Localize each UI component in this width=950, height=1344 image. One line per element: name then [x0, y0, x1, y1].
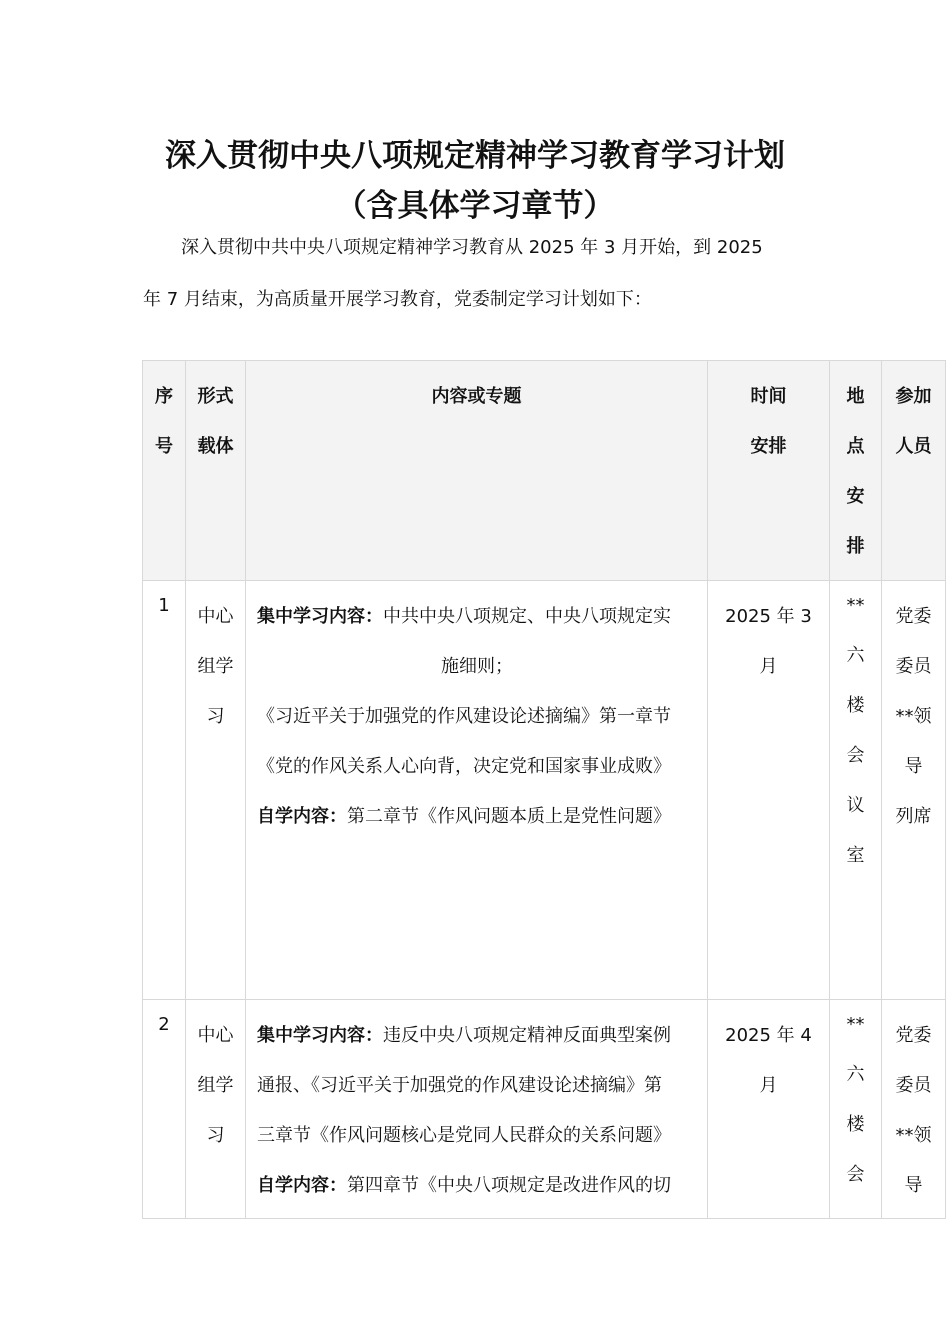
header-form: 形式 载体: [186, 361, 246, 581]
row2-place: ** 六 楼 会: [830, 1000, 882, 1219]
header-place: 地 点 安 排: [830, 361, 882, 581]
header-content: 内容或专题: [246, 361, 708, 581]
row2-form: 中心 组学 习: [186, 1000, 246, 1219]
table-row: [143, 1000, 946, 1219]
row2-focus-label: 集中学习内容：: [257, 1025, 383, 1046]
table-row: [143, 581, 946, 1000]
table-header-row: [143, 361, 946, 581]
document-subtitle: （含具体学习章节）: [335, 188, 615, 224]
intro-text-2: 年 7 月结束，为高质量开展学习教育，党委制定学习计划如下：: [143, 289, 652, 310]
row1-form: 中心 组学 习: [186, 581, 246, 1000]
row1-focus-label: 集中学习内容：: [257, 606, 383, 627]
header-time: 时间 安排: [708, 361, 830, 581]
row1-content: 集中学习内容：中共中央八项规定、中央八项规定实 施细则； 《习近平关于加强党的作风建设论述摘编》第一章节 《党的作风关系人心向背，决定党和国家事业成败》 自学内容：第二章节《作风问题本质上是党性问题》: [246, 581, 708, 1000]
row1-time: 2025 年 3 月: [708, 581, 830, 1000]
intro-paragraph-line-1: [143, 218, 803, 278]
header-seq: 序 号: [143, 361, 186, 581]
row1-self-label: 自学内容：: [257, 806, 347, 827]
row2-people: 党委 委员 **领 导: [882, 1000, 946, 1219]
document-title: 深入贯彻中央八项规定精神学习教育学习计划: [165, 138, 785, 174]
intro-paragraph-line-2: [143, 270, 803, 330]
row2-content: 集中学习内容：违反中央八项规定精神反面典型案例 通报、《习近平关于加强党的作风建设论述摘编》第 三章节《作风问题核心是党同人民群众的关系问题》 自学内容：第四章节《中央八项规定是改进作风的切: [246, 1000, 708, 1219]
row2-time: 2025 年 4 月: [708, 1000, 830, 1219]
row1-place: ** 六 楼 会 议 室: [830, 581, 882, 1000]
intro-text-1: 深入贯彻中共中央八项规定精神学习教育从 2025 年 3 月开始，到 2025: [181, 237, 763, 258]
row1-seq: 1: [143, 581, 186, 1000]
row2-seq: 2: [143, 1000, 186, 1219]
header-people: 参加 人员: [882, 361, 946, 581]
table-cut-edge: [945, 360, 946, 1218]
row1-people: 党委 委员 **领 导 列席: [882, 581, 946, 1000]
study-plan-table: [142, 360, 946, 1219]
row2-self-label: 自学内容：: [257, 1175, 347, 1196]
